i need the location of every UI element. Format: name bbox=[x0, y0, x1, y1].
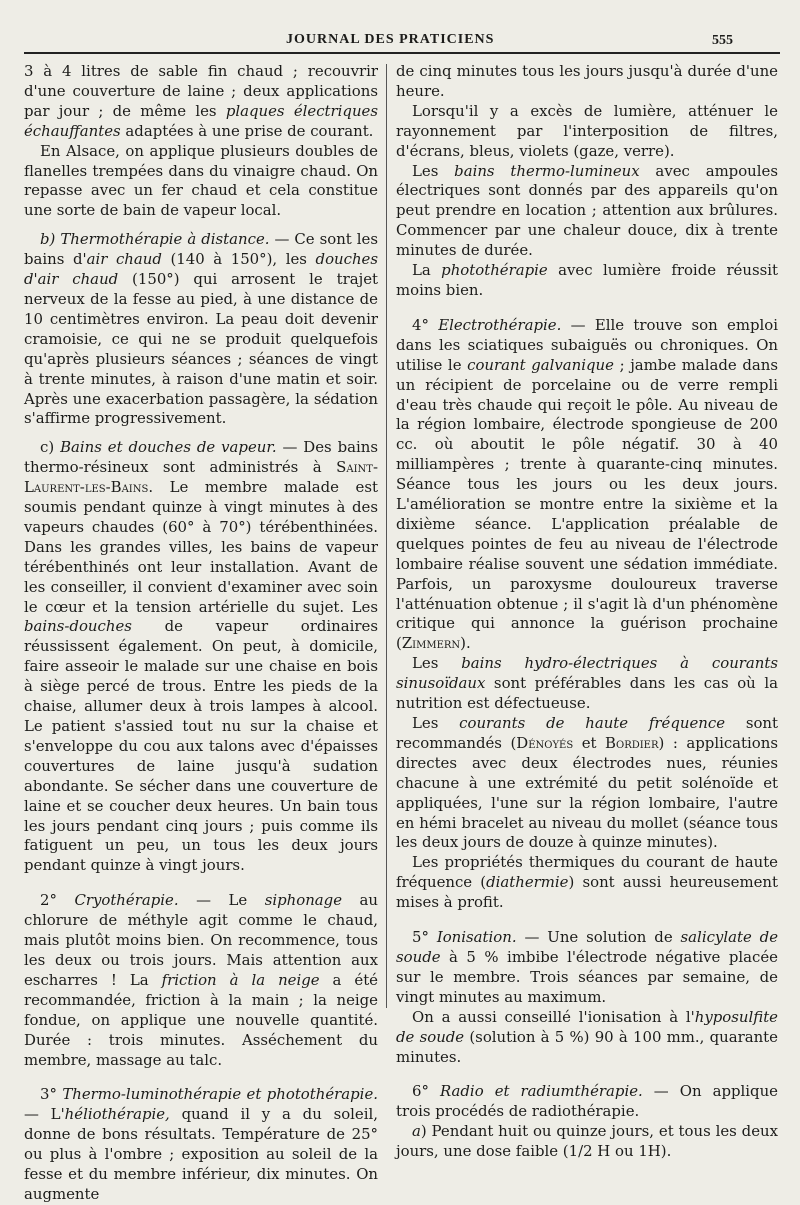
text-run: 2° bbox=[40, 891, 75, 910]
text-run: — On applique trois procédés de radiothérapie. bbox=[396, 1082, 778, 1121]
small-caps-text: Dénoyés bbox=[516, 733, 574, 752]
italic-text: courants de haute fréquence bbox=[459, 714, 726, 732]
italic-text: douches d'air chaud bbox=[24, 250, 379, 289]
paragraph-gap bbox=[24, 876, 378, 891]
paragraph bbox=[396, 928, 778, 1008]
text-run: — Ce sont les bains d' bbox=[24, 230, 378, 269]
text-run: 4° bbox=[412, 315, 439, 334]
text-run: ) sont aussi heureusement mises à profit. bbox=[396, 873, 778, 912]
italic-text: bains-douches bbox=[24, 617, 132, 636]
text-run: Les propriétés thermiques du courant de haute fréquence ( bbox=[396, 853, 778, 892]
text-run: Les bbox=[412, 714, 460, 732]
italic-text: bains hydro-électriques à courants sinusoïdaux bbox=[396, 654, 779, 693]
italic-text: Electrothérapie. bbox=[438, 315, 562, 334]
paragraph-gap bbox=[396, 1067, 778, 1082]
text-run: Les bbox=[412, 161, 455, 180]
paragraph bbox=[24, 230, 378, 429]
text-run: ) Pendant huit ou quinze jours, et tous les deux jours, une dose faible (1/2 H ou 1H). bbox=[396, 1122, 778, 1161]
italic-text: Cryothérapie. bbox=[74, 891, 179, 910]
text-run: La bbox=[412, 261, 442, 280]
paragraph bbox=[396, 1122, 778, 1162]
text-run: — Elle trouve son emploi dans les sciatiques subaiguës ou chroniques. On utilise le bbox=[396, 315, 778, 374]
text-run: adaptées à une prise de courant. bbox=[120, 121, 374, 140]
italic-text: friction à la neige bbox=[161, 970, 320, 989]
text-run: avec ampoules électriques sont donnés par des appareils qu'on peut prendre en location ; attention aux brûlures. Commencer par une chaleur douce, dix à trente minutes de durée. bbox=[396, 161, 778, 260]
text-run: au chlorure de méthyle agit comme le chaud, mais plutôt moins bien. On recommence, tous les deux ou trois jours. Mais attention aux escharres ! La bbox=[24, 891, 378, 989]
text-run: ; jambe malade dans un récipient de porcelaine ou de verre rempli d'eau très chaude qui reçoit le pôle. Au niveau de la région lombaire, électrode spongieuse de 200 cc. où aboutit le pôle négatif. 30 à 40 milliampères ; trente à quarante-cinq minutes. Séance tous les jours ou les deux jours. L'amélioration se montre entre la sixième et la dixième séance. L'application préalable de quelques pointes de feu au niveau de l'électrode lombaire réalise souvent une sédation immédiate. Parfois, un paroxysme douloureux traverse l'atténuation obtenue ; il s'agit là d'un phénomène critique qui annonce la guérison prochaine ( bbox=[396, 355, 778, 653]
text-run: . Le membre malade est soumis pendant quinze à vingt minutes à des vapeurs chaudes (60° à 70°) térébenthinées. Dans les grandes villes, les bains de vapeur térébenthinés ont leur installation. Avant de les conseiller, il convient d'examiner avec soin le cœur et la tension artérielle du sujet. Les bbox=[24, 478, 378, 616]
italic-text: plaques électriques échauffantes bbox=[24, 101, 378, 140]
text-run: à 5 % imbibe l'électrode négative placée sur le membre. Trois séances par semaine, de vingt minutes au maximum. bbox=[396, 947, 778, 1006]
text-run: 3 à 4 litres de sable fin chaud ; recouvrir d'une couverture de laine ; deux applications par jour ; de même les bbox=[24, 62, 378, 120]
italic-text: b) Thermothérapie à distance. bbox=[40, 230, 270, 249]
italic-text: photothérapie bbox=[441, 261, 548, 280]
page-number: 555 bbox=[712, 33, 733, 48]
text-run: c) bbox=[40, 438, 61, 457]
italic-text: a bbox=[412, 1122, 421, 1141]
text-run: avec lumière froide réussit moins bien. bbox=[396, 261, 778, 299]
paragraph bbox=[396, 654, 778, 714]
paragraph-gap bbox=[24, 429, 378, 438]
right-column bbox=[396, 62, 778, 1162]
italic-text: courant galvanique bbox=[467, 355, 614, 374]
italic-text: bains thermo-lumineux bbox=[454, 161, 640, 180]
text-run: et bbox=[573, 733, 606, 752]
text-run: 5° bbox=[412, 928, 437, 947]
text-run: quand il y a du soleil, donne de bons résultats. Température de 25° ou plus à l'ombre ; exposition au soleil de la fesse et du membre inférieur, dix minutes. On augmente bbox=[24, 1105, 379, 1203]
paragraph bbox=[396, 62, 778, 102]
text-run: ) : applications directes avec deux électrodes nues, réunies chacune à une extrémité du petit solénoïde et appliquées, l'une sur la région lombaire, l'autre en hémi bracelet au niveau du mollet (séance tous les deux jours de douze à quinze minutes). bbox=[396, 733, 778, 852]
small-caps-text: Saint-Laurent-les-Bains bbox=[24, 458, 378, 497]
paragraph bbox=[396, 853, 778, 913]
paragraph-gap bbox=[396, 301, 778, 316]
text-run: sont recommandés ( bbox=[396, 714, 779, 752]
italic-text: Bains et douches de vapeur. bbox=[60, 438, 277, 457]
italic-text: Thermo-luminothérapie et photothérapie. bbox=[62, 1085, 378, 1104]
text-run: (150°) qui arrosent le trajet nerveux de la fesse au pied, à une distance de 10 centimètres environ. La peau doit devenir cramoisie, ce qui ne se produit quelquefois qu'après plusieurs séances ; séances de vingt à trente minutes, à raison d'une matin et soir. Après une exacerbation passagère, la sédation s'affirme progressivement. bbox=[24, 270, 378, 428]
text-run: (140 à 150°), les bbox=[161, 250, 316, 269]
paragraph bbox=[24, 438, 378, 876]
text-run: — Une solution de bbox=[516, 928, 681, 947]
text-run: ). bbox=[460, 634, 471, 653]
small-caps-text: Zimmern bbox=[401, 634, 461, 653]
italic-text: Radio et radiumthérapie. bbox=[439, 1082, 643, 1101]
italic-text: Ionisation. bbox=[436, 928, 517, 947]
paragraph bbox=[24, 891, 378, 1070]
paragraph bbox=[396, 162, 778, 262]
text-run: de vapeur ordinaires réussissent également. On peut, à domicile, faire asseoir le malade sur une chaise en bois à siège percé de trous. Entre les pieds de la chaise, allumer deux à trois lampes à alcool. Le patient s'assied tout nu sur la chaise et s'enveloppe du cou aux talons avec d'épaisses couvertures de laine jusqu'à sudation abondante. Se sécher dans une couverture de laine et se coucher deux heures. Un bain tous les jours pendant cinq jours ; puis comme ils fatiguent un peu, un tous les deux jours pendant quinze à vingt jours. bbox=[24, 617, 378, 875]
text-run: Lorsqu'il y a excès de lumière, atténuer le rayonnement par l'interposition de filtres, d'écrans, bleus, violets (gaze, verre). bbox=[396, 101, 778, 160]
paragraph-gap bbox=[24, 1070, 378, 1085]
paragraph bbox=[24, 142, 378, 222]
italic-text: siphonage bbox=[264, 891, 343, 910]
paragraph-gap bbox=[396, 913, 778, 928]
paragraph bbox=[24, 1085, 378, 1204]
italic-text: salicylate de soude bbox=[396, 928, 779, 966]
text-run: — L' bbox=[24, 1105, 65, 1124]
paragraph bbox=[396, 261, 778, 301]
italic-text: héliothérapie, bbox=[64, 1105, 170, 1124]
small-caps-text: Bordier bbox=[605, 733, 659, 752]
text-run: Les bbox=[412, 654, 462, 673]
paragraph bbox=[24, 62, 378, 142]
text-run: On a aussi conseillé l'ionisation à l' bbox=[412, 1007, 695, 1026]
paragraph bbox=[396, 714, 778, 853]
text-run: de cinq minutes tous les jours jusqu'à durée d'une heure. bbox=[396, 62, 778, 100]
italic-text: air chaud bbox=[86, 250, 162, 269]
italic-text: diathermie bbox=[486, 873, 569, 892]
paragraph bbox=[396, 1008, 778, 1068]
paragraph-gap bbox=[24, 221, 378, 230]
text-run: — Des bains thermo-résineux sont administrés à bbox=[24, 438, 378, 477]
text-run: — Le bbox=[178, 891, 265, 910]
text-run: 3° bbox=[40, 1085, 63, 1104]
paragraph bbox=[396, 102, 778, 162]
paragraph bbox=[396, 1082, 778, 1122]
header-rule bbox=[24, 52, 780, 54]
text-run: (solution à 5 %) 90 à 100 mm., quarante minutes. bbox=[396, 1027, 778, 1066]
text-run: sont préférables dans les cas où la nutrition est défectueuse. bbox=[396, 674, 778, 713]
running-title: JOURNAL DES PRATICIENS bbox=[286, 32, 495, 47]
text-run: 6° bbox=[412, 1082, 440, 1101]
page-header bbox=[0, 0, 800, 60]
left-column bbox=[24, 62, 378, 1205]
column-divider bbox=[386, 64, 387, 1008]
italic-text: hyposulfite de soude bbox=[396, 1007, 778, 1046]
text-run: a été recommandée, friction à la main ; la neige fondue, on applique une nouvelle quantité. Durée : trois minutes. Asséchement du membre, massage au talc. bbox=[24, 970, 378, 1069]
paragraph bbox=[396, 316, 778, 654]
text-run: En Alsace, on applique plusieurs doubles de flanelles trempées dans du vinaigre chaud. On repasse avec un fer chaud et cela constitue une sorte de bain de vapeur local. bbox=[24, 141, 378, 220]
